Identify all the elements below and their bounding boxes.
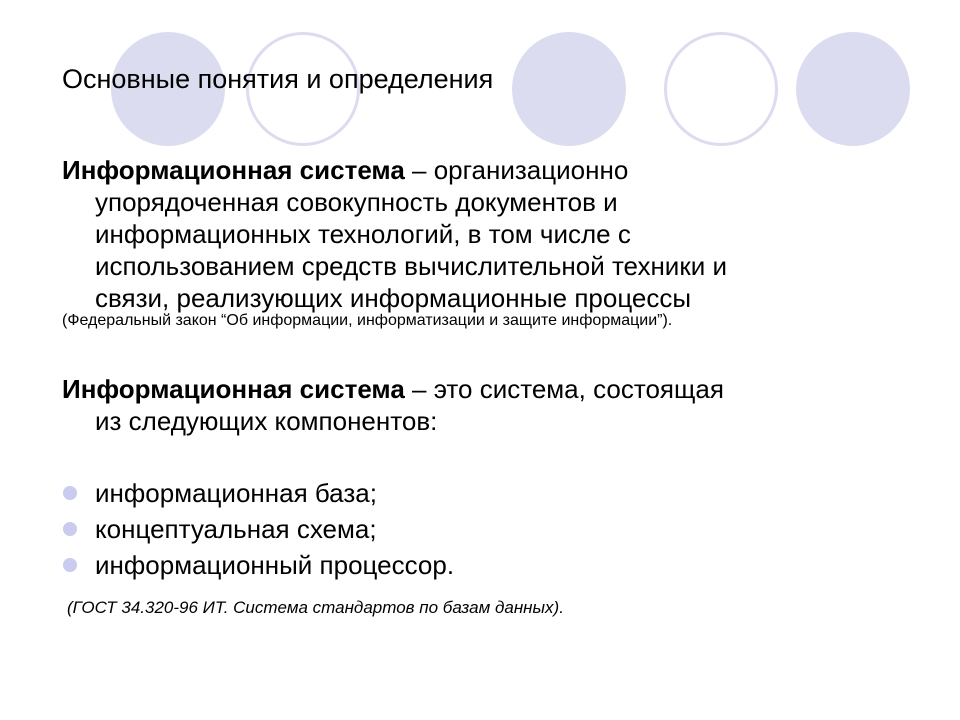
bullet-icon [63, 558, 77, 572]
decorative-circle-ring [664, 32, 778, 146]
definition-1 [62, 154, 902, 314]
definition-1-term: Информационная система [62, 155, 405, 185]
list-item-label: концептуальная схема; [95, 514, 377, 544]
definition-2-first-line [62, 373, 902, 405]
list-item-label: информационный процессор. [95, 550, 455, 580]
definition-2 [62, 373, 902, 437]
decorative-circle-filled [796, 32, 910, 146]
slide-title: Основные понятия и определения [62, 64, 494, 94]
definition-1-line: использованием средств вычислительной техники и [95, 251, 727, 281]
definition-1-text: – организационно [404, 155, 629, 185]
definition-1-line: информационных технологий, в том числе с [95, 219, 631, 249]
components-list [62, 477, 454, 585]
list-item [62, 513, 454, 549]
definition-2-line: из следующих компонентов: [95, 406, 438, 436]
definition-1-line: связи, реализующих информационные процессы [95, 283, 692, 313]
bullet-icon [63, 522, 77, 536]
bullet-icon [63, 486, 77, 500]
list-item [62, 549, 454, 585]
decorative-circle-filled [512, 32, 626, 146]
definition-2-text: – это система, состоящая [404, 374, 724, 404]
list-item [62, 477, 454, 513]
list-item-label: информационная база; [95, 478, 377, 508]
definition-1-first-line [62, 154, 902, 186]
definition-1-source: (Федеральный закон “Об информации, информатизации и защите информации”). [62, 312, 673, 329]
definition-2-source: (ГОСТ 34.320-96 ИТ. Система стандартов по базам данных). [67, 598, 564, 617]
definition-2-term: Информационная система [62, 374, 405, 404]
definition-1-line: упорядоченная совокупность документов и [95, 187, 618, 217]
